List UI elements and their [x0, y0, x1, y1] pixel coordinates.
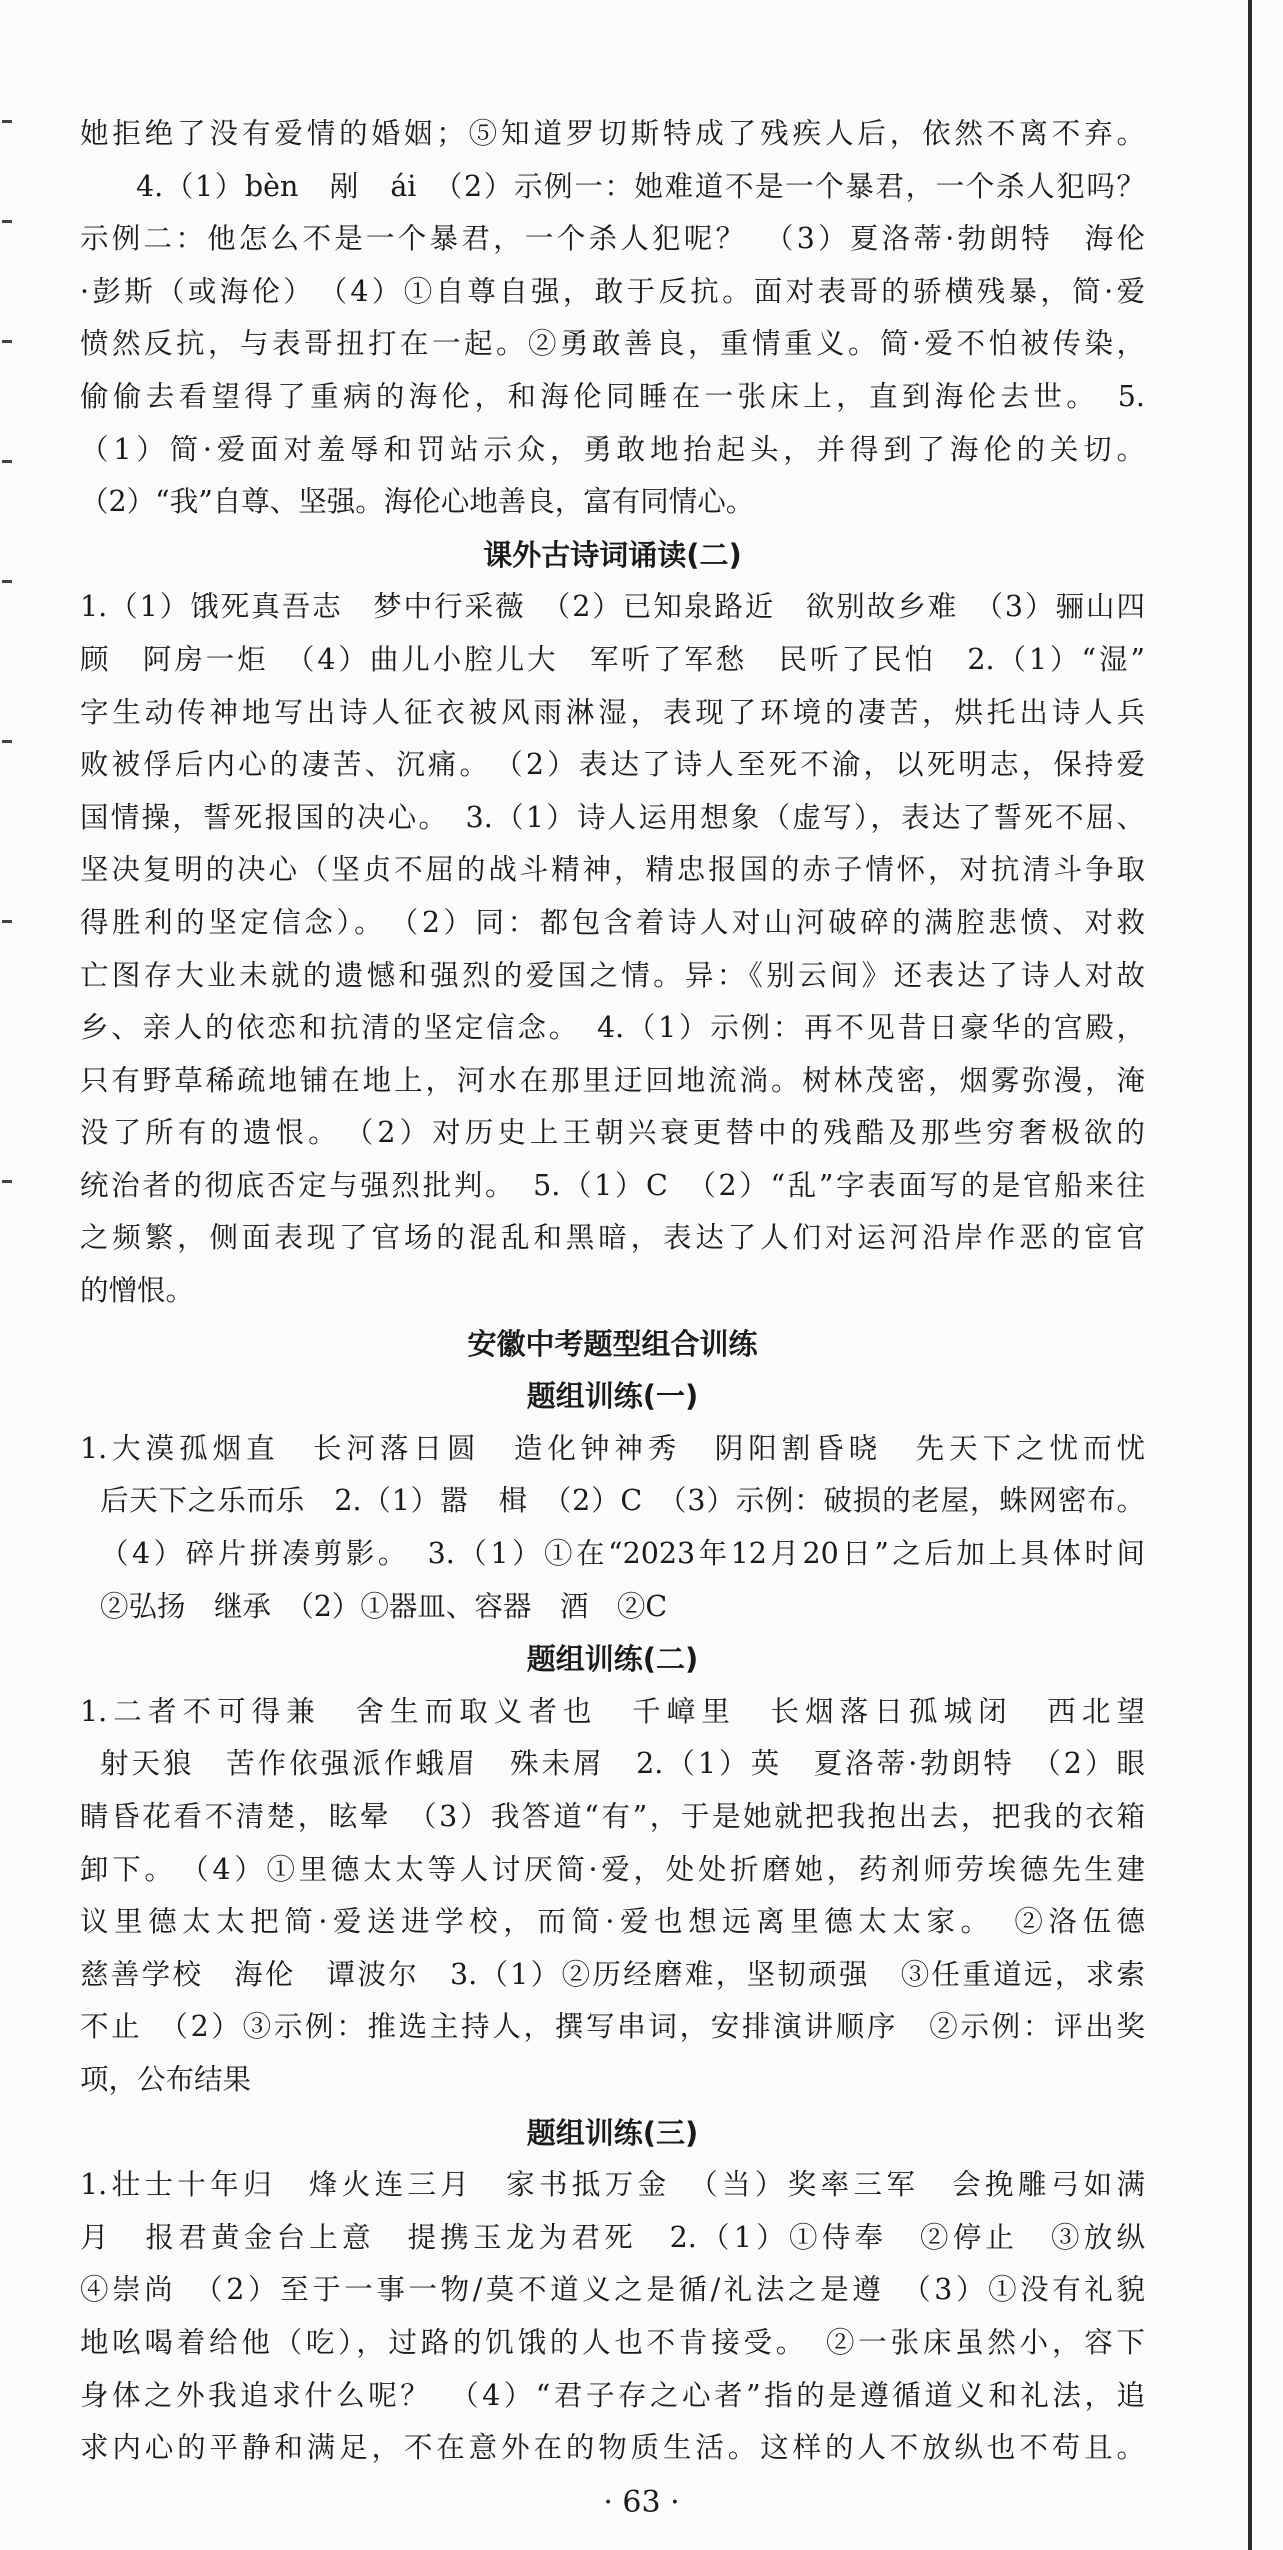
section-jane-eyre-answers	[80, 108, 1145, 529]
text-line: 的憎恨。	[80, 1274, 195, 1308]
text-line: ②弘扬 继承 （2）①器皿、容器 酒 ②C	[100, 1589, 668, 1623]
subsection-heading: 题组训练(三)	[526, 2115, 699, 2150]
section-heading: 课外古诗词诵读(二)	[483, 537, 742, 572]
text-line: 月 报君黄金台上意 提携玉龙为君死 2.（1）①侍奉 ②停止 ③放纵	[80, 2220, 1145, 2254]
text-line: 得胜利的坚定信念）。 （2）同：都包含着诗人对山河破碎的满腔悲愤、对救	[80, 905, 1145, 939]
text-line: 偷偷去看望得了重病的海伦，和海伦同睡在一张床上，直到海伦去世。 5.	[80, 379, 1145, 413]
text-line: 1.（1）饿死真吾志 梦中行采薇 （2）已知泉路近 欲别故乡难 （3）骊山四	[80, 590, 1145, 624]
text-line: 求内心的平静和满足，不在意外在的物质生活。这样的人不放纵也不苟且。	[80, 2431, 1145, 2465]
text-line: 只有野草稀疏地铺在地上，河水在那里迂回地流淌。树林茂密，烟雾弥漫，淹	[80, 1063, 1145, 1097]
text-line: ④崇尚 （2）至于一事一物/莫不道义之是循/礼法之是遵 （3）①没有礼貌	[80, 2273, 1145, 2307]
margin-mark	[2, 1180, 12, 1183]
page-spine-line	[1248, 0, 1252, 2550]
text-line: 她拒绝了没有爱情的婚姻；⑤知道罗切斯特成了残疾人后，依然不离不弃。	[80, 117, 1145, 150]
margin-mark	[2, 460, 12, 463]
answer-content	[80, 108, 1145, 2475]
text-line: 不止 （2）③示例：推选主持人，撰写串词，安排演讲顺序 ②示例：评出奖	[80, 2010, 1145, 2044]
margin-mark	[2, 740, 12, 743]
margin-mark	[2, 220, 12, 223]
text-line: 卸下。 （4）①里德太太等人讨厌简·爱，处处折磨她，药剂师劳埃德先生建	[80, 1852, 1145, 1886]
section-group-training-3	[80, 2159, 1145, 2475]
text-line: 败被俘后内心的凄苦、沉痛。 （2）表达了诗人至死不渝，以死明志，保持爱	[80, 748, 1145, 782]
text-line: 睛昏花看不清楚，眩晕 （3）我答道“有”，于是她就把我抱出去，把我的衣箱	[80, 1800, 1145, 1833]
section-heading: 安徽中考题型组合训练	[467, 1326, 758, 1361]
text-line: （2）“我”自尊、坚强。海伦心地善良，富有同情心。	[80, 485, 755, 519]
margin-mark	[2, 580, 12, 583]
text-line: 没了所有的遗恨。 （2）对历史上王朝兴衰更替中的残酷及那些穷奢极欲的	[80, 1116, 1145, 1150]
text-line: 项，公布结果	[80, 2062, 252, 2096]
margin-mark	[2, 340, 12, 343]
text-line: 1.二者不可得兼 舍生而取义者也 千嶂里 长烟落日孤城闭 西北望	[80, 1694, 1145, 1728]
text-line: 地吆喝着给他（吃），过路的饥饿的人也不肯接受。 ②一张床虽然小，容下	[80, 2325, 1145, 2359]
text-line: 慈善学校 海伦 谭波尔 3.（1）②历经磨难，坚韧顽强 ③任重道远，求索	[80, 1957, 1145, 1991]
section-group-training-1	[80, 1423, 1145, 1633]
text-line: （1）简·爱面对羞辱和罚站示众，勇敢地抬起头，并得到了海伦的关切。	[80, 432, 1145, 466]
margin-mark	[2, 120, 12, 123]
text-line: 亡图存大业未就的遗憾和强烈的爱国之情。异：《别云间》还表达了诗人对故	[80, 958, 1145, 992]
page-number: · 63 ·	[603, 2485, 680, 2520]
text-line: 愤然反抗，与表哥扭打在一起。②勇敢善良，重情重义。简·爱不怕被传染，	[80, 327, 1145, 361]
subsection-heading: 题组训练(一)	[526, 1379, 699, 1414]
text-line: 议里德太太把简·爱送进学校，而简·爱也想远离里德太太家。 ②洛伍德	[80, 1905, 1145, 1939]
text-line: 之频繁，侧面表现了官场的混乱和黑暗，表达了人们对运河沿岸作恶的宦官	[80, 1221, 1145, 1255]
text-line: 射天狼 苦作依强派作蛾眉 殊未屑 2.（1）英 夏洛蒂·勃朗特 （2）眼	[100, 1747, 1145, 1781]
left-margin-marks	[0, 100, 18, 1300]
text-line: 国情操，誓死报国的决心。 3.（1）诗人运用想象（虚写），表达了誓死不屈、	[80, 800, 1145, 834]
text-line: 顾 阿房一炬 （4）曲儿小腔儿大 军听了军愁 民听了民怕 2.（1）“湿”	[80, 642, 1145, 676]
text-line: 字生动传神地写出诗人征衣被风雨淋湿，表现了环境的凄苦，烘托出诗人兵	[80, 695, 1145, 729]
section-classical-poetry-answers	[80, 581, 1145, 1317]
text-line: 1.大漠孤烟直 长河落日圆 造化钟神秀 阴阳割昏晓 先天下之忧而忧	[80, 1431, 1145, 1465]
text-line: 坚决复明的决心（坚贞不屈的战斗精神，精忠报国的赤子情怀，对抗清斗争取	[80, 853, 1145, 887]
text-line: 后天下之乐而乐 2.（1）嚣 楫 （2）C （3）示例：破损的老屋，蛛网密布。	[100, 1484, 1145, 1518]
subsection-heading: 题组训练(二)	[526, 1642, 699, 1677]
text-line: （4）碎片拼凑剪影。 3.（1）①在“2023年12月20日”之后加上具体时间	[100, 1537, 1145, 1571]
text-line: 乡、亲人的依恋和抗清的坚定信念。 4.（1）示例：再不见昔日豪华的宫殿，	[80, 1011, 1145, 1045]
text-line: 身体之外我追求什么呢？ （4）“君子存之心者”指的是遵循道义和礼法，追	[80, 2378, 1145, 2412]
margin-mark	[2, 920, 12, 923]
text-line: 4.（1）bèn 剐 ái （2）示例一：她难道不是一个暴君，一个杀人犯吗？	[136, 169, 1145, 203]
text-line: ·彭斯（或海伦） （4）①自尊自强，敢于反抗。面对表哥的骄横残暴，简·爱	[80, 274, 1145, 308]
text-line: 1.壮士十年归 烽火连三月 家书抵万金 （当）奖率三军 会挽雕弓如满	[80, 2168, 1145, 2202]
text-line: 示例二：他怎么不是一个暴君，一个杀人犯呢？ （3）夏洛蒂·勃朗特 海伦	[80, 222, 1145, 256]
section-group-training-2	[80, 1686, 1145, 2107]
text-line: 统治者的彻底否定与强烈批判。 5.（1）C （2）“乱”字表面写的是官船来往	[80, 1168, 1145, 1202]
